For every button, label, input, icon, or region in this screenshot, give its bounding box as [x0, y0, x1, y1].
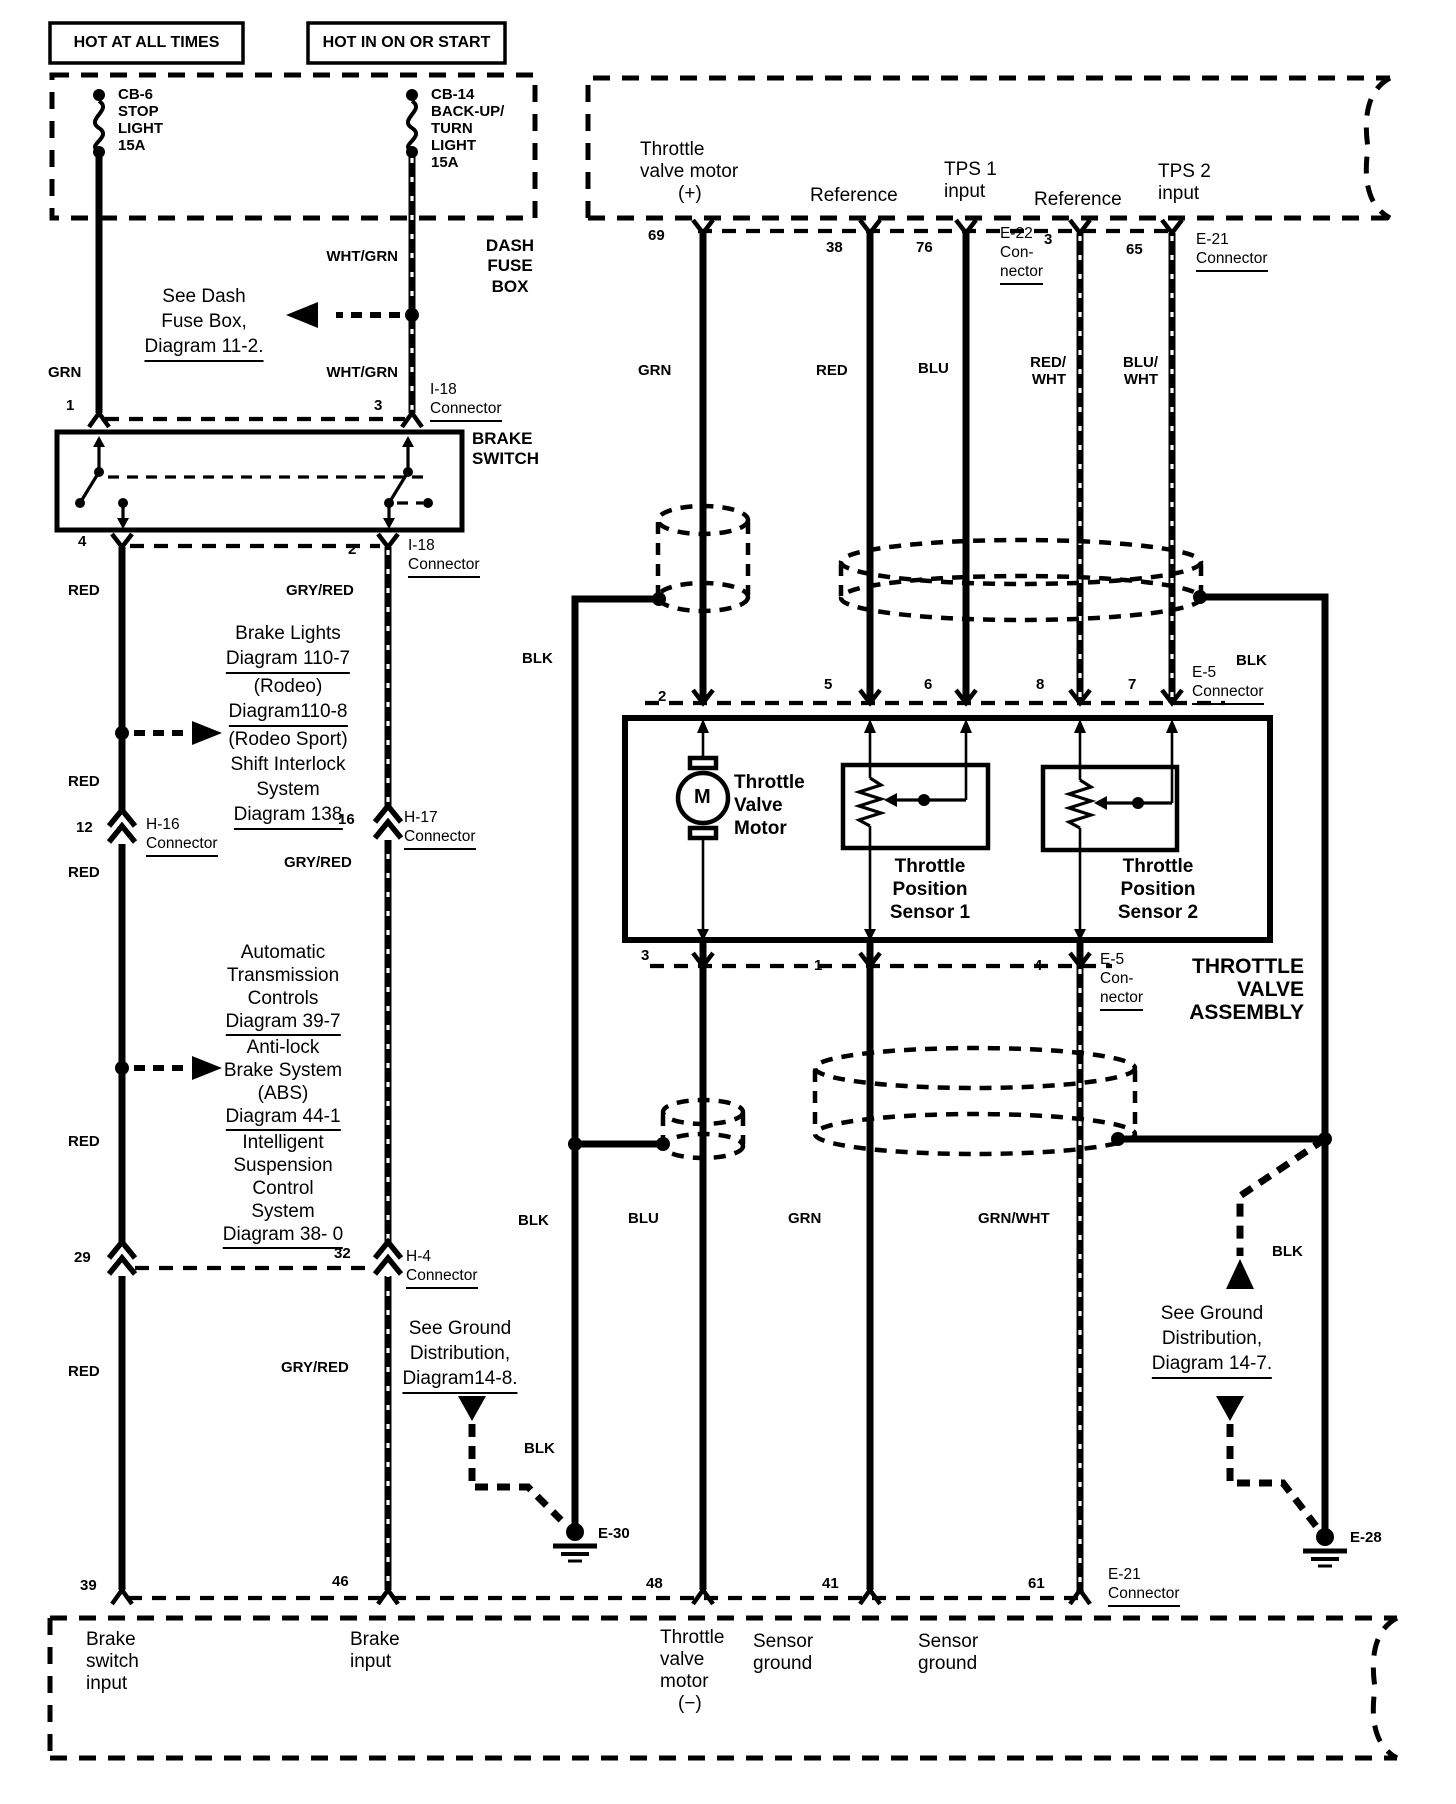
- red-junction-dot-2: [115, 1061, 129, 1075]
- ecm-tps1-input-label: TPS 1 input: [944, 159, 997, 202]
- tps1-resistor-icon: [859, 778, 881, 826]
- pin-65: 65: [1126, 241, 1143, 258]
- pin-29: 29: [74, 1249, 91, 1266]
- wire-label-red-2: RED: [68, 773, 100, 790]
- wire-label-blu-tps1: BLU: [918, 360, 949, 377]
- wire-label-blk-5: BLK: [1272, 1243, 1303, 1260]
- tps2-label: Throttle Position Sensor 2: [1117, 856, 1199, 923]
- ecm-sensor-ground-1-label: Sensor ground: [753, 1631, 814, 1674]
- switch1-blade: [80, 472, 99, 503]
- e21-connector-label-top: E-21 Connector: [1196, 231, 1268, 272]
- hot-on-start-label: HOT IN ON OR START: [322, 34, 491, 51]
- pin-16: 16: [338, 811, 355, 828]
- pin-a5: 5: [824, 676, 833, 693]
- pin2-connector-chevron: [378, 534, 398, 547]
- pin-46: 46: [332, 1573, 349, 1590]
- ecm-tps2-input-label: TPS 2 input: [1158, 161, 1211, 204]
- tps2-wiper-arrow-icon: [1094, 796, 1107, 810]
- ground-ref-stub-right-bottom: [1230, 1424, 1316, 1526]
- e28-ground-dot: [1316, 1528, 1334, 1546]
- pin-a6: 6: [924, 676, 933, 693]
- shield-ring-2wire-top: [815, 1048, 1135, 1088]
- i18-connector-label-bottom: I-18 Connector: [408, 537, 480, 578]
- pin-12: 12: [76, 819, 93, 836]
- switch1-up-arrow-icon: [93, 436, 105, 447]
- pin-1: 1: [66, 397, 75, 414]
- motor-brush-top: [690, 758, 716, 768]
- pin-a7: 7: [1128, 676, 1137, 693]
- entry-arrow-2: [697, 719, 709, 733]
- whtgrn-junction-dot: [405, 308, 419, 322]
- pin-69: 69: [648, 227, 665, 244]
- e5-connector-label-bottom: E-5 Con- nector: [1100, 951, 1143, 1011]
- wire-label-blu-low: BLU: [628, 1210, 659, 1227]
- pin-48: 48: [646, 1575, 663, 1592]
- ground-ref-arrow-down-right-icon: [1216, 1396, 1244, 1421]
- entry-arrow-5: [864, 719, 876, 733]
- motor-brush-bottom: [690, 828, 716, 838]
- e30-ground-dot: [566, 1523, 584, 1541]
- entry-arrow-7: [1166, 719, 1178, 733]
- pin-32: 32: [334, 1245, 351, 1262]
- switch1-contact-a: [75, 498, 85, 508]
- cb14-label: CB-14 BACK-UP/ TURN LIGHT 15A: [431, 86, 505, 171]
- cb6-breaker-icon: [95, 101, 103, 150]
- switch1-down-arrow-icon: [117, 518, 129, 529]
- tps2-resistor-icon: [1069, 780, 1091, 828]
- wire-label-red-5: RED: [68, 1363, 100, 1380]
- pin-41: 41: [822, 1575, 839, 1592]
- switch2-down-arrow-icon: [383, 518, 395, 529]
- ecm-bottom-box-brace: [1373, 1618, 1397, 1758]
- cb14-terminal-top: [406, 89, 418, 101]
- ground-ref-stub-left: [472, 1424, 561, 1520]
- wire-label-blk-2: BLK: [518, 1212, 549, 1229]
- wire-label-red-1: RED: [68, 582, 100, 599]
- ground-ref-stub-right-top: [1240, 1139, 1325, 1256]
- ecm-brake-switch-input-label: Brake switch input: [86, 1629, 139, 1694]
- wire-label-grn-top: GRN: [638, 362, 672, 379]
- wire-label-whtgrn-2: WHT/GRN: [326, 364, 398, 381]
- throttle-valve-motor-label: Throttle Valve Motor: [734, 772, 805, 839]
- ecm-sensor-ground-2-label: Sensor ground: [918, 1631, 979, 1674]
- pin-3: 3: [374, 397, 383, 414]
- pin-4: 4: [78, 533, 87, 550]
- h17-connector-label: H-17 Connector: [404, 809, 476, 850]
- ground-ref-arrow-down-left-icon: [458, 1396, 486, 1421]
- e21-connector-label-bottom: E-21 Connector: [1108, 1566, 1180, 1607]
- pin-a1: 1: [814, 957, 823, 974]
- ecm-top-box-brace: [1366, 78, 1390, 218]
- e30-ground-label: E-30: [598, 1525, 630, 1542]
- shield-ring-4wire-bottom: [841, 576, 1201, 620]
- brake-lights-arrow-icon: [192, 721, 222, 745]
- wire-label-blk-1: BLK: [522, 650, 553, 667]
- wire-label-bluwht: BLU/ WHT: [1123, 354, 1158, 389]
- brake-switch-title: BRAKE SWITCH: [472, 429, 540, 469]
- wire-label-gryred-1: GRY/RED: [286, 582, 354, 599]
- wire-label-red-4: RED: [68, 1133, 100, 1150]
- ground-distribution-14-7-reference: See Ground Distribution, Diagram 14-7.: [1152, 1301, 1272, 1379]
- wire-label-gryred-3: GRY/RED: [281, 1359, 349, 1376]
- see-dash-arrow-icon: [286, 302, 318, 328]
- wire-label-whtgrn-1: WHT/GRN: [326, 248, 398, 265]
- cb6-label: CB-6 STOP LIGHT 15A: [118, 86, 163, 154]
- throttle-valve-assembly-title: THROTTLE VALVE ASSEMBLY: [1189, 955, 1304, 1024]
- cb14-breaker-icon: [408, 101, 416, 150]
- wire-label-blk-3: BLK: [524, 1440, 555, 1457]
- tps1-wiper-dot: [918, 794, 930, 806]
- e5-connector-label-top: E-5 Connector: [1192, 664, 1264, 705]
- hot-at-all-times-label: HOT AT ALL TIMES: [73, 34, 220, 51]
- wire-label-redwht: RED/ WHT: [1030, 354, 1066, 389]
- systems-arrow-icon: [192, 1056, 222, 1080]
- brake-lights-reference: Brake Lights Diagram 110-7 (Rodeo) Diagram110-8 (Rodeo Sport) Shift Interlock System Diagram 138: [226, 621, 350, 830]
- ground-distribution-14-8-reference: See Ground Distribution, Diagram14-8.: [402, 1316, 517, 1394]
- red-junction-dot-1: [115, 726, 129, 740]
- pin-a8: 8: [1036, 676, 1045, 693]
- wire-label-grn: GRN: [48, 364, 82, 381]
- i18-connector-label-top: I-18 Connector: [430, 381, 502, 422]
- see-dash-fuse-box-reference: See Dash Fuse Box, Diagram 11-2.: [145, 284, 264, 362]
- ecm-tvm-minus-label: Throttle valve motor (−): [660, 1627, 725, 1714]
- wire-label-blk-4: BLK: [1236, 652, 1267, 669]
- pin-39: 39: [80, 1577, 97, 1594]
- ground-ref-arrow-up-icon: [1226, 1259, 1254, 1289]
- ecm-reference1-label: Reference: [810, 185, 898, 206]
- entry-arrow-6: [960, 719, 972, 733]
- ecm-tvm-plus-label: Throttle valve motor (+): [640, 139, 739, 204]
- tps1-wiper-arrow-icon: [884, 793, 897, 807]
- h4-connector-label: H-4 Connector: [406, 1248, 478, 1289]
- wire-label-red-ref: RED: [816, 362, 848, 379]
- h16-connector-label: H-16 Connector: [146, 816, 218, 857]
- switch2-contact-b: [423, 498, 433, 508]
- pin-61: 61: [1028, 1575, 1045, 1592]
- tps2-box: [1043, 767, 1177, 850]
- entry-arrow-8: [1074, 719, 1086, 733]
- pin-3-e22: 3: [1044, 231, 1053, 248]
- pin-a2: 2: [658, 688, 667, 705]
- pin-a3: 3: [641, 947, 650, 964]
- shield-ring-2wire-bottom: [815, 1114, 1135, 1154]
- switch2-up-arrow-icon: [402, 436, 414, 447]
- cb6-terminal-top: [93, 89, 105, 101]
- wire-label-red-3: RED: [68, 864, 100, 881]
- e28-ground-label: E-28: [1350, 1529, 1382, 1546]
- pin-a4: 4: [1034, 957, 1043, 974]
- wire-blk-left: [575, 599, 658, 1532]
- e22-connector-label: E-22 Con- nector: [1000, 225, 1043, 285]
- tps1-label: Throttle Position Sensor 1: [889, 856, 971, 923]
- pin4-connector-chevron: [112, 534, 132, 547]
- pin-2: 2: [348, 541, 357, 558]
- wire-label-gryred-2: GRY/RED: [284, 854, 352, 871]
- pin-76: 76: [916, 239, 933, 256]
- wire-label-grn-low: GRN: [788, 1210, 822, 1227]
- wire-label-grnwht-low: GRN/WHT: [978, 1210, 1050, 1227]
- shield-blu-drain-dot: [656, 1137, 670, 1151]
- systems-reference: Automatic Transmission Controls Diagram 39-7 Anti-lock Brake System (ABS) Diagram 44-1 Intelligent Suspension Control System Diagram 38- 0: [223, 941, 343, 1249]
- dash-fuse-box-title: DASH FUSE BOX: [485, 236, 535, 296]
- pin-38: 38: [826, 239, 843, 256]
- ecm-reference2-label: Reference: [1034, 189, 1122, 210]
- motor-m-symbol: M: [694, 786, 711, 808]
- tps2-wiper-dot: [1132, 797, 1144, 809]
- ecm-brake-input-label: Brake input: [350, 1629, 400, 1672]
